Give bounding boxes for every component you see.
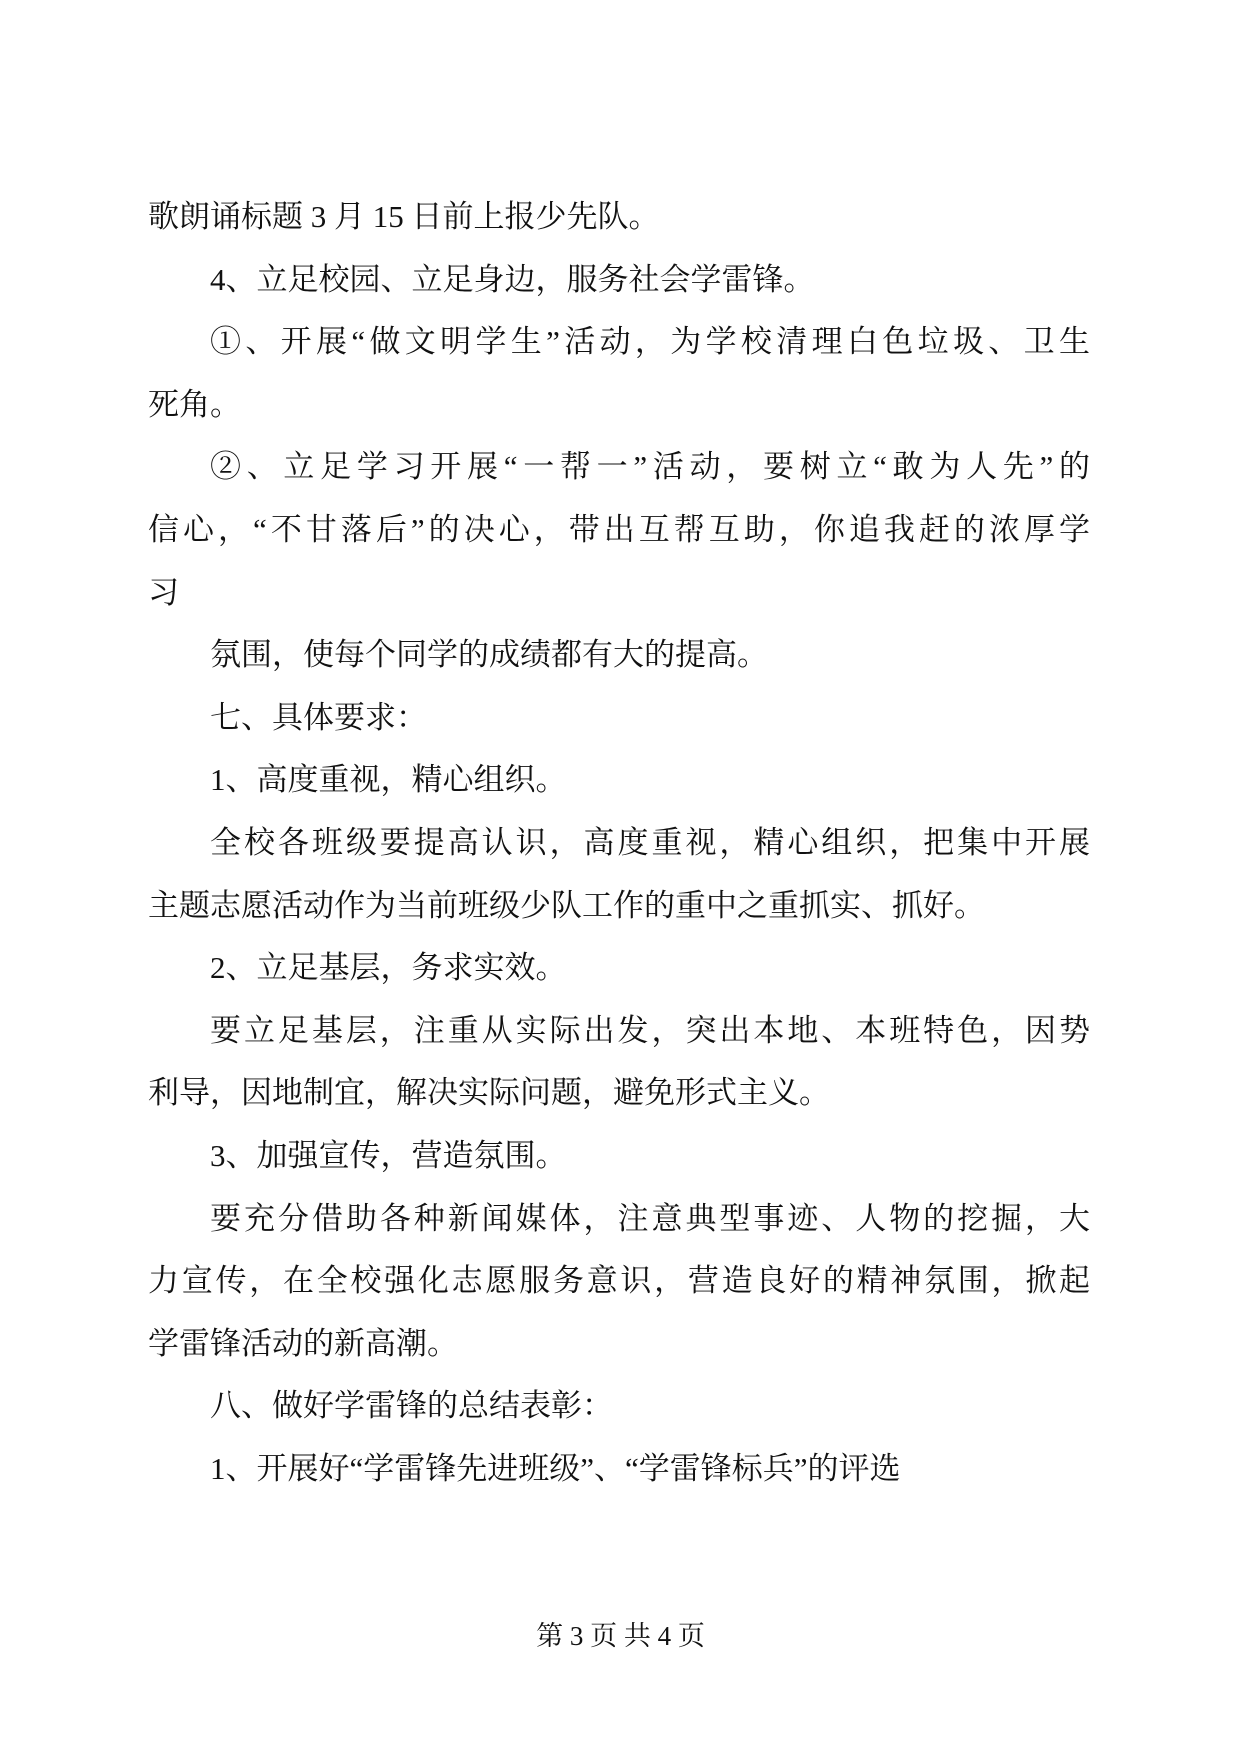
text-line: 八、做好学雷锋的总结表彰：: [210, 1388, 613, 1424]
text-line: 全校各班级要提高认识，高度重视，精心组织，把集中开展: [210, 824, 1090, 860]
page-number: 第 3 页 共 4 页: [536, 1621, 705, 1651]
text-line: 要充分借助各种新闻媒体，注意典型事迹、人物的挖掘，大: [210, 1200, 1090, 1236]
text-line: 主题志愿活动作为当前班级少队工作的重中之重抓实、抓好。: [148, 887, 985, 923]
text-line: 七、具体要求：: [210, 699, 427, 735]
text-line: 学雷锋活动的新高潮。: [148, 1325, 458, 1361]
text-line: 要立足基层，注重从实际出发，突出本地、本班特色，因势: [210, 1012, 1090, 1048]
text-line: 1、开展好“学雷锋先进班级”、“学雷锋标兵”的评选: [210, 1450, 901, 1486]
text-line: 利导，因地制宜，解决实际问题，避免形式主义。: [148, 1075, 830, 1111]
text-line: 氛围，使每个同学的成绩都有大的提高。: [210, 637, 768, 673]
text-body: [148, 186, 1090, 1500]
text-line: ②、立足学习开展“一帮一”活动，要树立“敢为人先”的: [210, 449, 1090, 485]
text-line: 2、立足基层，务求实效。: [210, 950, 567, 986]
text-line: 习: [148, 574, 179, 610]
text-line: 力宣传，在全校强化志愿服务意识，营造良好的精神氛围，掀起: [148, 1263, 1090, 1299]
text-line: 4、立足校园、立足身边，服务社会学雷锋。: [210, 261, 815, 297]
text-line: 歌朗诵标题 3 月 15 日前上报少先队。: [148, 199, 660, 234]
text-line: 1、高度重视，精心组织。: [210, 762, 567, 798]
text-line: 3、加强宣传，营造氛围。: [210, 1137, 567, 1173]
text-line: 信心，“不甘落后”的决心，带出互帮互助，你追我赶的浓厚学: [148, 511, 1090, 547]
text-line: 死角。: [148, 386, 241, 422]
text-line: ①、开展“做文明学生”活动，为学校清理白色垃圾、卫生: [210, 324, 1090, 360]
